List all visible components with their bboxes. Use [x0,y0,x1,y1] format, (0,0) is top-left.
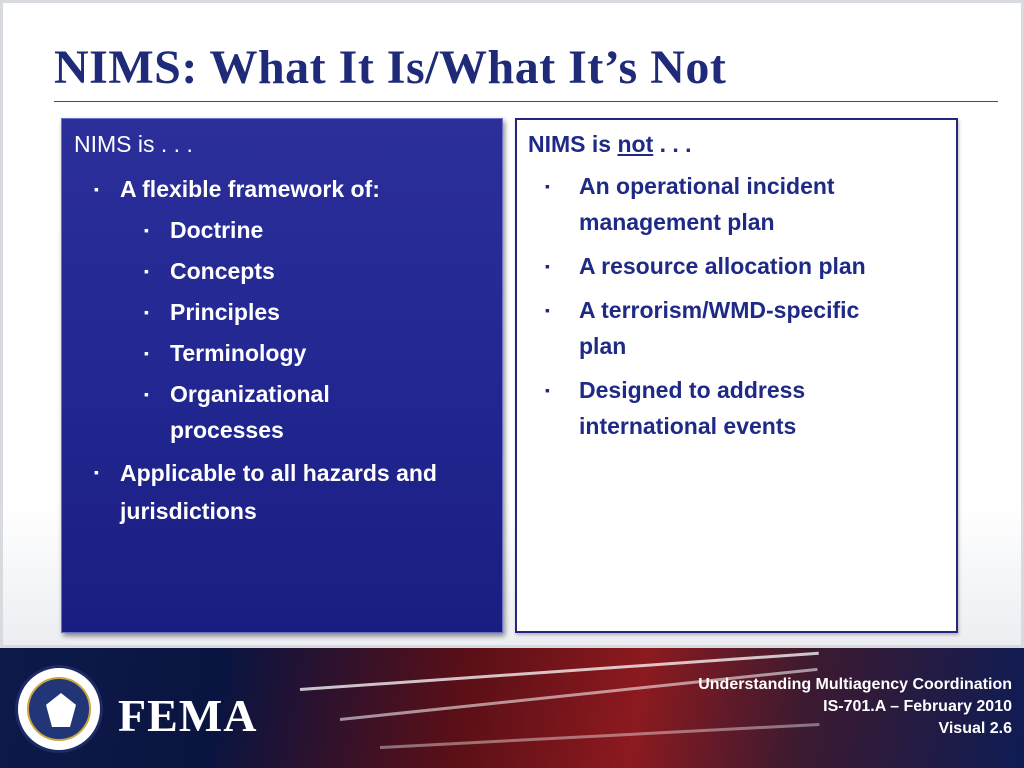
visual-number: Visual 2.6 [938,720,1012,737]
bullet-icon: ▪ [144,222,149,238]
list-item [94,171,488,448]
list-item [545,168,934,240]
list-item-text: Applicable to all hazards and jurisdictions [120,460,437,524]
sublist-item-text: Organizational processes [170,381,330,443]
heading-emphasis: not [617,131,654,157]
nims-is-not-heading [528,131,692,158]
list-item-text: A resource allocation plan [579,253,866,279]
list-item-text: A flexible framework of: [120,176,380,202]
bullet-icon: ▪ [144,345,149,361]
eagle-icon [46,693,76,727]
course-info [698,674,1012,740]
heading-suffix: . . . [653,131,692,157]
bullet-icon: ▪ [144,304,149,320]
nims-is-not-panel [515,118,958,633]
sublist-item-text: Doctrine [170,217,264,243]
list-item [545,292,869,364]
sublist-item [144,253,488,289]
sublist-item-text: Concepts [170,258,275,284]
bullet-icon: ▪ [94,181,99,197]
list-item [545,248,934,284]
bullet-icon: ▪ [545,382,550,398]
heading-prefix: NIMS is [528,131,618,157]
fema-logo: FEMA [118,690,258,741]
sublist-item [144,335,488,371]
sublist-item [144,376,400,448]
list-item-text: Designed to address international events [579,377,806,439]
dhs-seal-icon [15,665,103,753]
sublist-item [144,294,488,330]
list-item [94,454,480,530]
bullet-icon: ▪ [545,258,550,274]
footer-banner [0,648,1024,768]
framework-sublist [144,212,488,448]
list-item-text: A terrorism/WMD-specific plan [579,297,860,359]
slide-title: NIMS: What It Is/What It’s Not [54,41,727,94]
seal-center [27,677,91,741]
list-item-text: An operational incident management plan [579,173,835,235]
nims-is-panel [61,118,503,633]
bullet-icon: ▪ [144,386,149,402]
sublist-item [144,212,488,248]
bullet-icon: ▪ [545,178,550,194]
title-divider [54,101,998,102]
bullet-icon: ▪ [545,302,550,318]
nims-is-not-list [545,168,934,452]
list-item [545,372,934,444]
nims-is-list [94,171,488,530]
bullet-icon: ▪ [94,464,99,480]
course-code-date: IS-701.A – February 2010 [823,698,1012,715]
nims-is-heading: NIMS is . . . [74,131,193,157]
sublist-item-text: Terminology [170,340,307,366]
sublist-item-text: Principles [170,299,280,325]
bullet-icon: ▪ [144,263,149,279]
course-title: Understanding Multiagency Coordination [698,676,1012,693]
